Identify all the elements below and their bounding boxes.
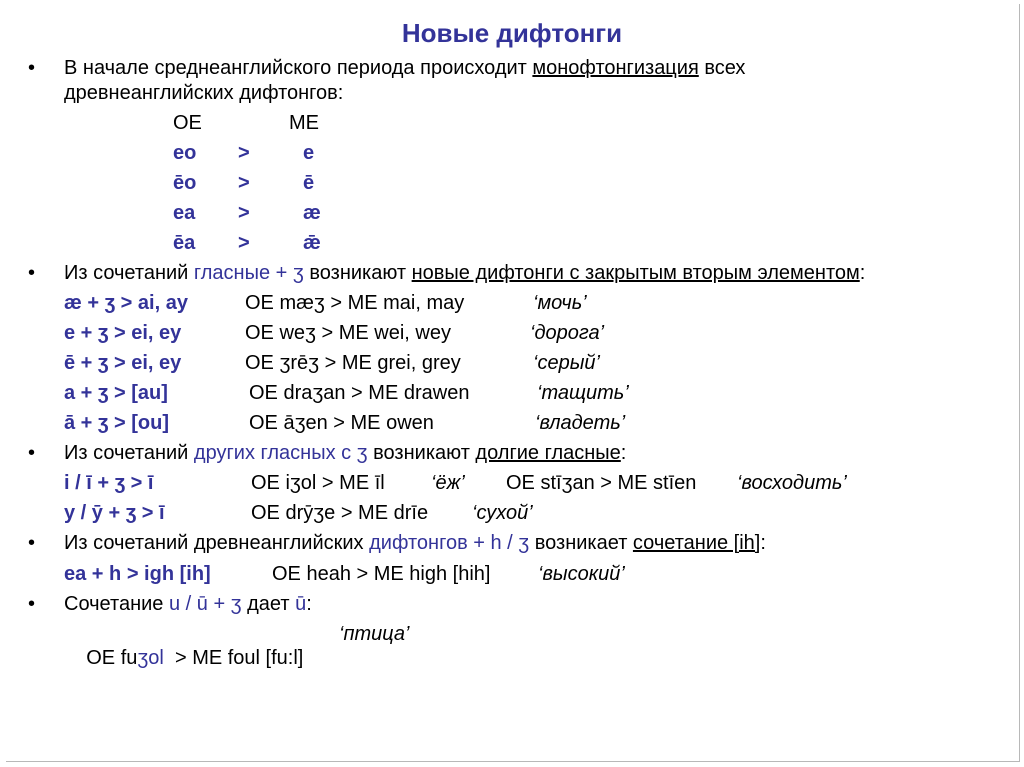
s2-example: OE weʒ > ME wei, wey bbox=[245, 322, 451, 344]
s1-row-me: æ bbox=[303, 202, 321, 224]
s2-example: OE ʒrēʒ > ME grei, grey bbox=[245, 352, 461, 374]
s1-row-gt: > bbox=[238, 202, 250, 224]
s3-rule: y / ȳ + ʒ > ī bbox=[64, 502, 165, 524]
s3-rule: i / ī + ʒ > ī bbox=[64, 472, 154, 494]
s4-rule: ea + h > igh [ih] bbox=[64, 563, 211, 585]
s2-heading: Из сочетаний гласные + ʒ возникают новые дифтонги с закрытым вторым элементом: bbox=[64, 262, 866, 284]
s1-row-me: e bbox=[303, 142, 315, 164]
s1-line-1: В начале среднеанглийского периода происходит монофтонгизация всех bbox=[64, 57, 746, 79]
s1-row-oe: ēa bbox=[173, 232, 196, 254]
s2-gloss: ‘дорога’ bbox=[530, 322, 605, 344]
s3-example: OE iʒol > ME īl bbox=[251, 472, 385, 494]
bullet-5: • bbox=[28, 593, 36, 615]
s5-heading: Сочетание u / ū + ʒ дает ū: bbox=[64, 593, 312, 615]
s2-gloss: ‘серый’ bbox=[533, 352, 600, 374]
s4-example: OE heah > ME high [hih] bbox=[272, 563, 491, 585]
s2-rule: a + ʒ > [au] bbox=[64, 382, 168, 404]
s1-row-oe: ēo bbox=[173, 172, 197, 194]
bullet-3: • bbox=[28, 442, 36, 464]
s1-row-gt: > bbox=[238, 142, 250, 164]
s1-row-oe: ea bbox=[173, 202, 196, 224]
s1-line-2: древнеанглийских дифтонгов: bbox=[64, 82, 344, 104]
bullet-2: • bbox=[28, 262, 36, 284]
s5-gloss: ‘птица’ bbox=[339, 623, 410, 645]
s2-gloss: ‘мочь’ bbox=[533, 292, 587, 314]
s2-gloss: ‘владеть’ bbox=[535, 412, 626, 434]
s2-rule: ē + ʒ > ei, ey bbox=[64, 352, 182, 374]
s5-example: OE fuʒol > ME foul [fu:l] bbox=[86, 647, 304, 669]
bullet-1: • bbox=[28, 57, 36, 79]
s2-rule: ā + ʒ > [ou] bbox=[64, 412, 169, 434]
s3-heading: Из сочетаний других гласных с ʒ возникают долгие гласные: bbox=[64, 442, 627, 464]
s2-example: OE draʒan > ME drawen bbox=[249, 382, 470, 404]
s4-heading: Из сочетаний древнеанглийских дифтонгов + h / ʒ возникает сочетание [ih]: bbox=[64, 532, 766, 554]
s1-row-gt: > bbox=[238, 232, 250, 254]
s1-row-me: ē bbox=[303, 172, 315, 194]
slide-title: Новые дифтонги bbox=[401, 18, 623, 48]
s3-example: OE drȳʒe > ME drīe bbox=[251, 502, 429, 524]
s2-rule: e + ʒ > ei, ey bbox=[64, 322, 182, 344]
s2-example: OE āʒen > ME owen bbox=[249, 412, 434, 434]
s2-example: OE mæʒ > ME mai, may bbox=[245, 292, 465, 314]
s1-row-oe: eo bbox=[173, 142, 197, 164]
bullet-4: • bbox=[28, 532, 36, 554]
monophthongization-term: монофтонгизация bbox=[532, 57, 699, 79]
s3-gloss: ‘сухой’ bbox=[472, 502, 533, 524]
s2-gloss: ‘тащить’ bbox=[537, 382, 629, 404]
s2-rule: æ + ʒ > ai, ay bbox=[64, 292, 188, 314]
s1-row-gt: > bbox=[238, 172, 250, 194]
s3-gloss: ‘ёж’ bbox=[431, 472, 465, 494]
s3-gloss-2: ‘восходить’ bbox=[737, 472, 847, 494]
s4-gloss: ‘высокий’ bbox=[538, 563, 625, 585]
header-oe: OE bbox=[173, 112, 202, 134]
s1-row-me: ǣ bbox=[303, 232, 321, 254]
s3-example-2: OE stīʒan > ME stīen bbox=[506, 472, 697, 494]
header-me: ME bbox=[289, 112, 319, 134]
